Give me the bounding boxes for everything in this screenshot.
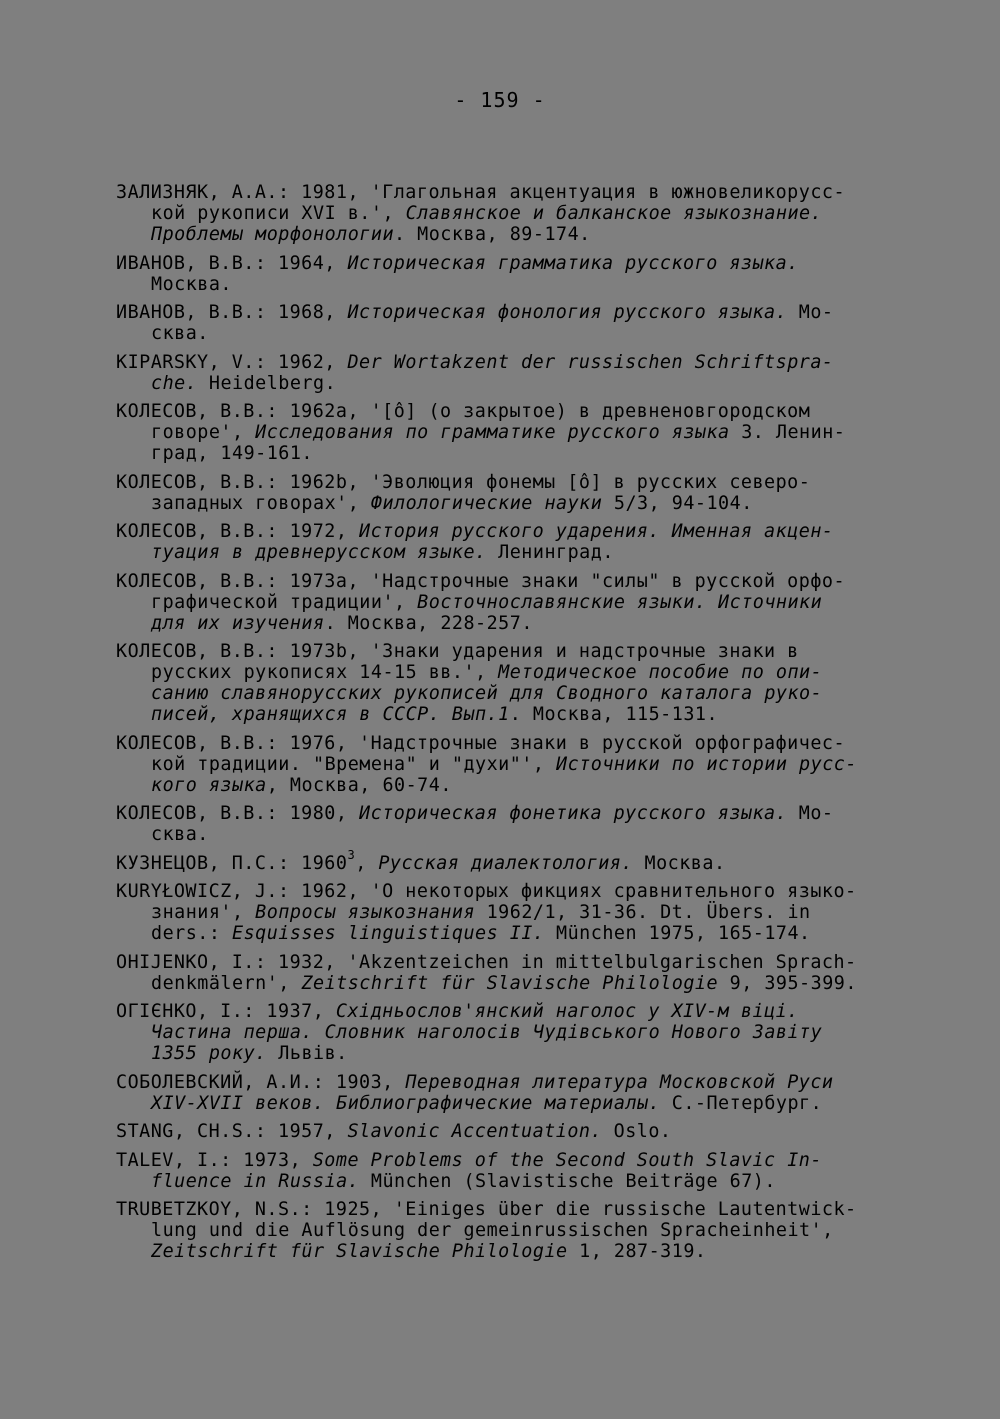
bibliography-entry bbox=[116, 803, 892, 845]
entry-line bbox=[116, 641, 892, 662]
page-number: - 159 - bbox=[454, 88, 546, 112]
entry-line bbox=[116, 1220, 892, 1241]
entry-text: кой традиции. "Времена" и "духи"', bbox=[151, 753, 557, 775]
entry-text: Ленинград. bbox=[486, 542, 614, 563]
bibliography-entry bbox=[116, 1121, 892, 1142]
entry-line bbox=[116, 704, 892, 725]
entry-text: Москва. bbox=[151, 273, 233, 295]
entry-text: КУЗНЕЦОВ, П.С.: 1960 bbox=[116, 852, 348, 874]
bibliography-entry bbox=[116, 733, 892, 796]
entry-line bbox=[116, 443, 892, 464]
bibliography-entry bbox=[116, 847, 892, 874]
italic-title: XIV-XVII веков. Библиографические материалы. bbox=[151, 1092, 661, 1114]
entry-text: TRUBETZKOY, N.S.: 1925, 'Einiges über die russische Lautentwick- bbox=[116, 1199, 857, 1220]
italic-title: 1355 року. bbox=[151, 1043, 267, 1064]
italic-title: Восточнославянские языки. Источники bbox=[417, 591, 823, 613]
entry-text: ИВАНОВ, В.В.: 1964, bbox=[116, 252, 348, 274]
italic-title: санию славянорусских рукописей для Сводного каталога руко- bbox=[151, 683, 823, 704]
entry-line bbox=[116, 422, 892, 443]
italic-title: Филологические науки bbox=[370, 492, 603, 514]
entry-text: град, 149-161. bbox=[151, 443, 314, 464]
bibliography-entry bbox=[116, 182, 892, 245]
entry-text: КОЛЕСОВ, В.В.: 1962а, '[ô] (о закрытое) в древненовгородском bbox=[116, 401, 811, 422]
entry-line bbox=[116, 662, 892, 683]
entry-text: , Москва, 60-74. bbox=[266, 774, 452, 796]
entry-text: 5/3, 94-104. bbox=[602, 492, 753, 514]
entry-line bbox=[116, 571, 892, 592]
entry-text: TALEV, I.: 1973, bbox=[116, 1149, 313, 1171]
italic-title: История русского ударения. Именная акцен- bbox=[359, 521, 834, 542]
entry-text: STANG, CH.S.: 1957, bbox=[116, 1121, 348, 1142]
entry-text: 1962/1, 31-36. Dt. Übers. in bbox=[475, 902, 811, 923]
entry-line bbox=[116, 521, 892, 542]
bibliography-entry bbox=[116, 571, 892, 634]
entry-text: . Москва, 89-174. bbox=[394, 224, 591, 245]
bibliography-entry bbox=[116, 521, 892, 563]
entry-line bbox=[116, 1199, 892, 1220]
entry-line bbox=[116, 613, 892, 634]
entry-line bbox=[116, 1171, 892, 1192]
bibliography-entry bbox=[116, 881, 892, 944]
italic-title: Русская диалектология. bbox=[378, 852, 633, 874]
bibliography-list bbox=[116, 182, 892, 1270]
entry-text: КОЛЕСОВ, В.В.: 1980, bbox=[116, 803, 360, 824]
entry-text: KIPARSKY, V.: 1962, bbox=[116, 351, 348, 373]
entry-text: Львів. bbox=[266, 1043, 348, 1064]
italic-title: Историческая фонетика русского языка. bbox=[359, 803, 788, 824]
entry-line bbox=[116, 182, 892, 203]
entry-line bbox=[116, 1072, 892, 1093]
entry-line bbox=[116, 472, 892, 493]
bibliography-entry bbox=[116, 253, 892, 295]
entry-line bbox=[116, 1121, 892, 1142]
entry-line bbox=[116, 973, 892, 994]
entry-text: ders.: bbox=[151, 923, 233, 944]
entry-text: München (Slavistische Beiträge 67). bbox=[359, 1170, 776, 1192]
entry-text: lung und die Auflösung der gemeinrussischen Spracheinheit', bbox=[151, 1220, 834, 1241]
entry-text: Мо- bbox=[787, 302, 834, 323]
italic-title: Esquisses linguistiques II. bbox=[232, 923, 545, 944]
entry-text: . Москва, 115-131. bbox=[509, 704, 719, 725]
entry-line bbox=[116, 302, 892, 323]
italic-title: Slavonic Accentuation. bbox=[347, 1121, 603, 1142]
entry-line bbox=[116, 253, 892, 274]
entry-text: СОБОЛЕВСКИЙ, А.И.: 1903, bbox=[116, 1071, 406, 1093]
entry-text: русских рукописях 14-15 вв.', bbox=[151, 662, 499, 683]
entry-text: сква. bbox=[151, 824, 209, 845]
entry-line bbox=[116, 775, 892, 796]
entry-line bbox=[116, 754, 892, 775]
bibliography-entry bbox=[116, 302, 892, 344]
entry-text: denkmälern', bbox=[151, 972, 302, 994]
italic-title: Проблемы морфонологии bbox=[151, 224, 395, 245]
entry-text: , bbox=[355, 852, 379, 874]
entry-line bbox=[116, 923, 892, 944]
entry-text: Москва. bbox=[632, 852, 726, 874]
entry-text: . Москва, 228-257. bbox=[324, 612, 533, 634]
entry-line bbox=[116, 1093, 892, 1114]
entry-text: С.-Петербург. bbox=[660, 1092, 823, 1114]
entry-line bbox=[116, 352, 892, 373]
bibliography-entry bbox=[116, 952, 892, 994]
entry-text: ОГІЄНКО, І.: 1937, bbox=[116, 1001, 336, 1022]
entry-text: Heidelberg. bbox=[197, 372, 337, 394]
entry-text: ЗАЛИЗНЯК, А.А.: 1981, 'Глагольная акцентуация в южновеликорусс- bbox=[116, 182, 846, 203]
bibliography-entry bbox=[116, 1001, 892, 1064]
entry-line bbox=[116, 1001, 892, 1022]
entry-line bbox=[116, 1150, 892, 1171]
superscript-edition: 3 bbox=[347, 847, 356, 862]
entry-text: кой рукописи XVI в.', bbox=[151, 203, 406, 224]
italic-title: fluence in Russia. bbox=[151, 1170, 360, 1192]
italic-title: для их изучения bbox=[151, 612, 325, 634]
entry-text: OHIJENKO, I.: 1932, 'Akzentzeichen in mittelbulgarischen Sprach- bbox=[116, 951, 857, 973]
italic-title: Some Problems of the Second South Slavic In- bbox=[312, 1149, 822, 1171]
italic-title: Методическое пособие по опи- bbox=[498, 662, 823, 683]
entry-line bbox=[116, 493, 892, 514]
entry-line bbox=[116, 401, 892, 422]
entry-text: КОЛЕСОВ, В.В.: 1972, bbox=[116, 521, 360, 542]
entry-line bbox=[116, 824, 892, 845]
italic-title: кого языка bbox=[151, 774, 267, 796]
entry-text: КОЛЕСОВ, В.В.: 1973b, 'Знаки ударения и надстрочные знаки в bbox=[116, 641, 799, 662]
entry-line bbox=[116, 952, 892, 973]
bibliography-entry bbox=[116, 641, 892, 725]
bibliography-entry bbox=[116, 401, 892, 464]
entry-line bbox=[116, 847, 892, 874]
entry-text: ИВАНОВ, В.В.: 1968, bbox=[116, 302, 348, 323]
entry-text: КОЛЕСОВ, В.В.: 1976, 'Надстрочные знаки в русской орфографичес- bbox=[116, 732, 846, 754]
entry-text: КОЛЕСОВ, В.В.: 1973а, 'Надстрочные знаки "силы" в русской орфо- bbox=[116, 570, 846, 592]
italic-title: туация в древнерусском языке. bbox=[151, 542, 487, 563]
bibliography-entry bbox=[116, 1072, 892, 1114]
italic-title: Историческая фонология русского языка. bbox=[347, 302, 788, 323]
entry-line bbox=[116, 902, 892, 923]
italic-title: Zeitschrift für Slavische Philologie bbox=[301, 972, 719, 994]
entry-text: Мо- bbox=[787, 803, 834, 824]
entry-line bbox=[116, 733, 892, 754]
italic-title: Zeitschrift für Slavische Philologie bbox=[151, 1241, 568, 1262]
italic-title: Славянское и балканское языкознание. bbox=[405, 203, 823, 224]
italic-title: Переводная литература Московской Руси bbox=[405, 1071, 834, 1093]
entry-line bbox=[116, 1241, 892, 1262]
italic-title: Источники по истории русс- bbox=[556, 753, 857, 775]
entry-line bbox=[116, 592, 892, 613]
entry-text: 3. Ленин- bbox=[729, 422, 846, 443]
entry-line bbox=[116, 1043, 892, 1064]
bibliography-entry bbox=[116, 1150, 892, 1192]
entry-line bbox=[116, 683, 892, 704]
italic-title: Вопросы языкознания bbox=[255, 902, 476, 923]
entry-line bbox=[116, 274, 892, 295]
bibliography-entry bbox=[116, 472, 892, 514]
entry-text: Oslo. bbox=[602, 1121, 672, 1142]
entry-text: сква. bbox=[151, 323, 209, 344]
bibliography-entry bbox=[116, 1199, 892, 1262]
entry-text: 1, 287-319. bbox=[567, 1241, 707, 1262]
entry-line bbox=[116, 373, 892, 394]
italic-title: che. bbox=[151, 372, 198, 394]
entry-text: 9, 395-399. bbox=[718, 972, 857, 994]
entry-line bbox=[116, 224, 892, 245]
entry-line bbox=[116, 203, 892, 224]
entry-text: говоре', bbox=[151, 422, 256, 443]
italic-title: Частина перша. Словник наголосів Чудівського Нового Завіту bbox=[151, 1022, 823, 1043]
entry-text: знания', bbox=[151, 902, 256, 923]
italic-title: писей, хранящихся в СССР. Вып.1 bbox=[151, 704, 510, 725]
entry-text: графической традиции', bbox=[151, 591, 418, 613]
entry-line bbox=[116, 881, 892, 902]
italic-title: Східньослов'янский наголос у XIV-м віці. bbox=[335, 1001, 799, 1022]
entry-text: München 1975, 165-174. bbox=[544, 923, 811, 944]
entry-line bbox=[116, 1022, 892, 1043]
entry-line bbox=[116, 542, 892, 563]
entry-text: КОЛЕСОВ, В.В.: 1962b, 'Эволюция фонемы [ô] в русских северо- bbox=[116, 471, 811, 493]
italic-title: Историческая грамматика русского языка. bbox=[347, 252, 799, 274]
italic-title: Исследования по грамматике русского языка bbox=[255, 422, 730, 443]
entry-text: KURYŁOWICZ, J.: 1962, 'О некоторых фикциях сравнительного языко- bbox=[116, 881, 857, 902]
bibliography-entry bbox=[116, 352, 892, 394]
entry-line bbox=[116, 803, 892, 824]
italic-title: Der Wortakzent der russischen Schriftspra- bbox=[347, 351, 834, 373]
entry-line bbox=[116, 323, 892, 344]
entry-text: западных говорах', bbox=[151, 492, 371, 514]
